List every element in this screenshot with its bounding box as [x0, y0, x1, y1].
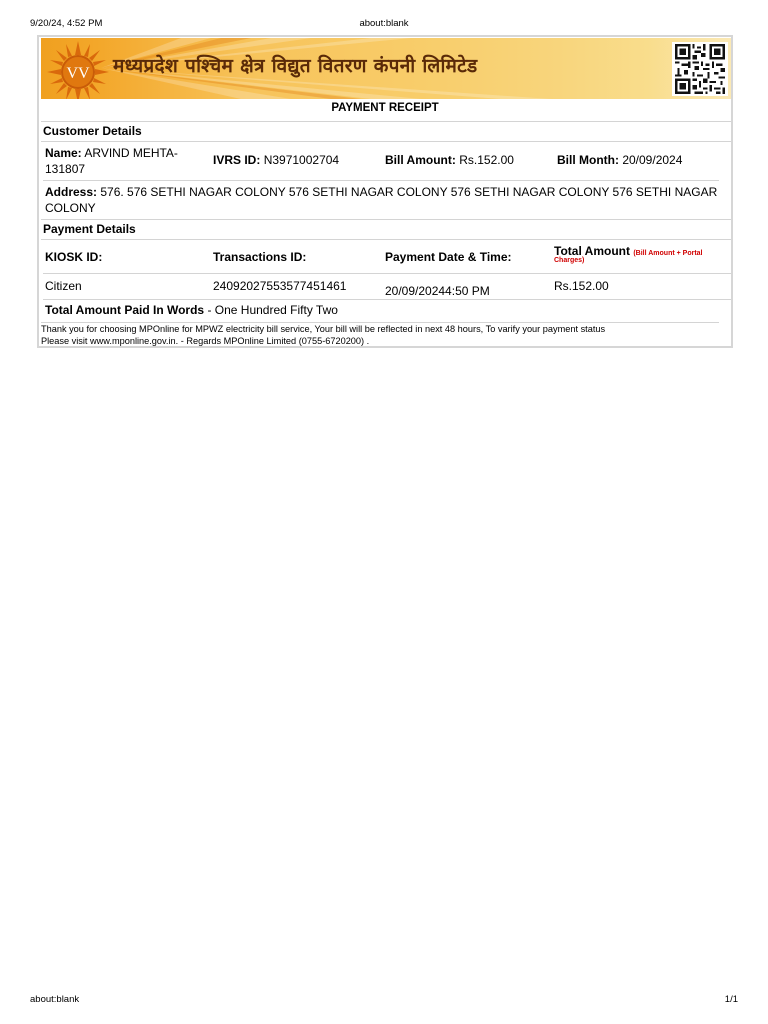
divider [43, 273, 731, 274]
kiosk-id-value: Citizen [45, 279, 82, 293]
payment-date-header: Payment Date & Time: [385, 250, 512, 264]
amount-in-words-value: - One Hundred Fifty Two [204, 303, 338, 317]
print-footer [30, 994, 738, 1006]
ivrs-value: N3971002704 [263, 153, 340, 167]
payment-date-value: 20/09/20244:50 PM [385, 284, 490, 298]
bill-month-label: Bill Month: [557, 153, 619, 167]
company-logo-icon [47, 41, 109, 99]
total-amount-value: Rs.152.00 [554, 279, 609, 293]
address-field [45, 185, 717, 200]
divider [41, 239, 731, 240]
divider [43, 299, 731, 300]
name-label: Name: [45, 146, 82, 160]
total-amount-note: (Bill Amount + Portal [633, 250, 703, 257]
footer-note-continued: Please visit www.mponline.gov.in. - Regards MPOnline Limited (0755-6720200) . [41, 336, 370, 346]
payment-details-heading: Payment Details [43, 222, 136, 236]
amount-in-words-label: Total Amount Paid In Words [45, 303, 205, 317]
print-footer-url: about:blank [30, 994, 80, 1005]
divider [43, 180, 719, 181]
divider [41, 141, 731, 142]
transaction-id-header: Transactions ID: [213, 250, 307, 264]
logo-letters: VV [66, 65, 90, 82]
name-value-continued: 131807 [45, 162, 86, 176]
name-value: ARVIND MEHTA- [84, 146, 178, 160]
ivrs-field [213, 153, 339, 168]
customer-name-field [45, 146, 178, 161]
bill-amount-value: Rs.152.00 [459, 153, 514, 167]
bill-amount-label: Bill Amount: [385, 153, 456, 167]
total-amount-note-continued: Charges) [554, 257, 585, 264]
qr-code-icon [672, 42, 728, 96]
print-page-title: about:blank [359, 18, 409, 29]
address-value: 576. 576 SETHI NAGAR COLONY 576 SETHI NAGAR COLONY 576 SETHI NAGAR COLONY 576 SETHI NAGAR [100, 185, 718, 199]
print-datetime: 9/20/24, 4:52 PM [30, 18, 103, 29]
company-name: मध्यप्रदेश पश्चिम क्षेत्र विद्युत वितरण कंपनी लिमिटेड [113, 55, 478, 77]
divider [41, 219, 731, 220]
kiosk-id-header: KIOSK ID: [45, 250, 103, 264]
print-header [30, 18, 738, 30]
company-banner [41, 38, 731, 99]
address-label: Address: [45, 185, 98, 199]
bill-month-field [557, 153, 682, 168]
payment-receipt [37, 35, 733, 348]
footer-note: Thank you for choosing MPOnline for MPWZ electricity bill service, Your bill will be reflected in next 48 hours, To varify your payment status [41, 324, 606, 334]
amount-in-words [45, 303, 338, 318]
bill-month-value: 20/09/2024 [622, 153, 683, 167]
address-value-continued: COLONY [45, 201, 96, 215]
customer-details-heading: Customer Details [43, 124, 142, 138]
ivrs-label: IVRS ID: [213, 153, 261, 167]
print-page-number: 1/1 [724, 994, 738, 1005]
bill-amount-field [385, 153, 514, 168]
receipt-title: PAYMENT RECEIPT [331, 102, 439, 114]
transaction-id-value: 24092027553577451461 [213, 279, 347, 293]
total-amount-label: Total Amount [554, 244, 630, 258]
divider [41, 121, 731, 122]
